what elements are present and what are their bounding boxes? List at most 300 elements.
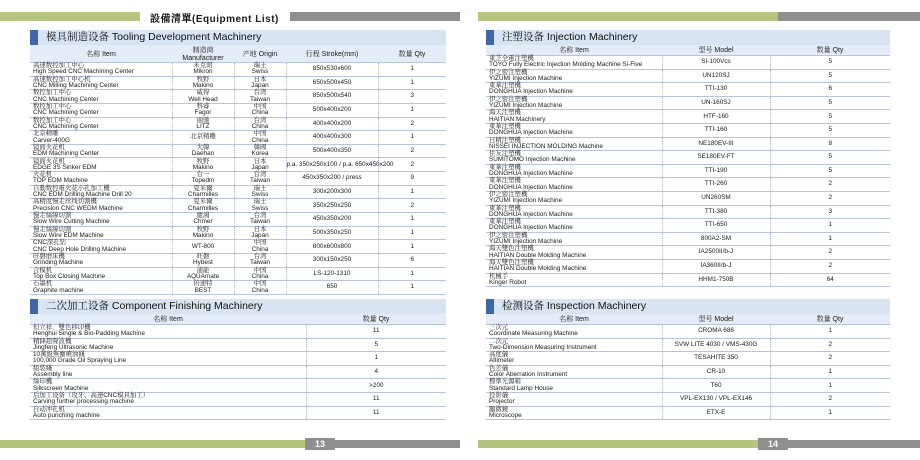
maker-cell bbox=[172, 240, 234, 254]
maker-cell bbox=[172, 281, 234, 295]
table-row bbox=[30, 199, 446, 213]
qty-cell-line: 5 bbox=[828, 166, 833, 174]
table-row bbox=[30, 226, 446, 240]
injection-title: 注塑设备 Injection Machinery bbox=[486, 30, 890, 45]
origin-cell bbox=[234, 213, 286, 227]
item-cell-line: 自動数控電火花小孔加工機 bbox=[33, 184, 110, 192]
item-cell bbox=[486, 219, 662, 233]
inspection-header-row bbox=[486, 314, 890, 325]
table-row bbox=[486, 69, 890, 83]
qty-cell-line: 5 bbox=[828, 153, 833, 161]
col-qty-header: 数量 Qty bbox=[770, 45, 890, 56]
table-row bbox=[486, 191, 890, 205]
col-qty-header: 数量 Qty bbox=[306, 314, 446, 325]
qty-cell bbox=[378, 172, 446, 186]
maker-cell bbox=[172, 158, 234, 172]
item-cell bbox=[486, 178, 662, 192]
model-cell-line: SI-100Vcs bbox=[701, 58, 731, 66]
model-cell bbox=[662, 191, 770, 205]
item-cell-line: SUMITOMO Injection Machine bbox=[489, 156, 576, 164]
table-row bbox=[30, 117, 446, 131]
maker-cell-line: Well Head bbox=[188, 95, 218, 103]
maker-cell bbox=[172, 185, 234, 199]
qty-cell bbox=[378, 226, 446, 240]
qty-cell-line: 11 bbox=[372, 327, 380, 335]
origin-cell-line: 瑞士 bbox=[253, 62, 267, 70]
origin-cell-line: China bbox=[251, 109, 269, 117]
item-cell-line: 海天雙色注塑機 bbox=[489, 245, 534, 253]
qty-cell-line: 5 bbox=[828, 126, 833, 134]
model-cell bbox=[662, 110, 770, 124]
item-cell-line: 旺磐磨床機 bbox=[33, 252, 65, 260]
qty-cell-line: 2 bbox=[410, 147, 415, 155]
item-cell-line: CNC Deep Hole Drilling Machine bbox=[33, 245, 127, 253]
item-cell bbox=[30, 117, 172, 131]
table-row bbox=[486, 96, 890, 110]
item-cell-line: 東華注塑機 bbox=[489, 218, 521, 226]
model-cell-line: TESAHITE 350 bbox=[694, 354, 738, 362]
maker-cell bbox=[172, 213, 234, 227]
model-cell-line: T60 bbox=[710, 381, 722, 389]
model-cell-line: CROMA 686 bbox=[698, 327, 734, 335]
item-cell-line: 伊之密注塑機 bbox=[489, 95, 528, 103]
stroke-cell bbox=[286, 158, 394, 172]
qty-cell-line: 3 bbox=[410, 92, 415, 100]
item-cell-line: YIZUMI Injection Machine bbox=[489, 238, 563, 246]
item-cell bbox=[30, 379, 306, 393]
table-row bbox=[486, 151, 890, 165]
item-cell bbox=[486, 406, 662, 420]
origin-cell-line: China bbox=[251, 136, 269, 144]
model-cell-line: HTF-160 bbox=[703, 112, 729, 120]
table-row bbox=[30, 365, 446, 379]
stroke-cell bbox=[286, 90, 378, 104]
table-row bbox=[30, 63, 446, 77]
item-cell bbox=[30, 267, 172, 281]
qty-cell-line: 11 bbox=[372, 408, 380, 416]
item-cell-line: 数控加工中心 bbox=[33, 116, 72, 124]
qty-cell-line: 1 bbox=[410, 269, 415, 277]
model-cell bbox=[662, 151, 770, 165]
item-cell-line: Coordinate Measuring Machine bbox=[489, 330, 578, 338]
item-cell-line: 伊之密注塑機 bbox=[489, 231, 528, 239]
origin-cell-line: 台湾 bbox=[253, 171, 267, 179]
item-cell-line: Top Box Closing Machine bbox=[33, 272, 106, 280]
qty-cell bbox=[770, 96, 890, 110]
item-cell bbox=[486, 338, 662, 352]
item-cell-line: CNC深孔钻 bbox=[33, 239, 67, 247]
item-cell bbox=[486, 325, 662, 339]
model-cell-line: VPL-EX130 / VPL-EX146 bbox=[679, 395, 753, 403]
maker-cell bbox=[172, 117, 234, 131]
origin-cell-line: China bbox=[251, 245, 269, 253]
maker-cell-line: LITZ bbox=[196, 122, 210, 130]
qty-cell bbox=[770, 151, 890, 165]
maker-cell-line: 通能 bbox=[196, 266, 210, 274]
maker-cell-line: Hybest bbox=[193, 259, 213, 267]
qty-cell-line: 2 bbox=[410, 119, 415, 127]
qty-cell-line: 1 bbox=[374, 354, 379, 362]
item-cell-line: NISSEI INJECTION MOLDING Machine bbox=[489, 142, 603, 150]
table-row bbox=[30, 144, 446, 158]
table-row bbox=[30, 76, 446, 90]
table-row bbox=[486, 352, 890, 366]
item-cell bbox=[486, 56, 662, 70]
qty-cell bbox=[306, 325, 446, 339]
qty-cell-line: 1 bbox=[828, 221, 833, 229]
item-cell-line: 組裝綫 bbox=[33, 364, 53, 372]
injection-section bbox=[486, 30, 890, 287]
origin-cell-line: 韓國 bbox=[253, 143, 267, 151]
item-cell-line: High Speed CNC Machining Center bbox=[33, 68, 134, 76]
model-cell bbox=[662, 246, 770, 260]
maker-cell bbox=[172, 253, 234, 267]
maker-cell bbox=[172, 131, 234, 145]
item-cell-line: 標準光源箱 bbox=[489, 378, 521, 386]
table-row bbox=[30, 281, 446, 295]
item-cell-line: 10萬級無塵噴油綫 bbox=[33, 351, 85, 359]
table-row bbox=[486, 392, 890, 406]
qty-cell bbox=[770, 69, 890, 83]
qty-cell-line: 11 bbox=[372, 395, 380, 403]
maker-cell-line: Charmilles bbox=[187, 191, 219, 199]
stroke-cell bbox=[286, 199, 378, 213]
model-cell-line: TTI-130 bbox=[704, 85, 728, 93]
table-row bbox=[486, 232, 890, 246]
model-cell-line: IA2500II/b-J bbox=[698, 248, 734, 256]
table-row bbox=[486, 56, 890, 70]
item-cell bbox=[486, 191, 662, 205]
page-number-right: 14 bbox=[758, 438, 788, 450]
maker-cell-line: Mikron bbox=[193, 68, 213, 76]
qty-cell-line: 2 bbox=[828, 340, 833, 348]
item-cell-line: 色差儀 bbox=[489, 364, 509, 372]
origin-cell bbox=[234, 158, 286, 172]
stroke-cell-line: 400x400x300 bbox=[312, 133, 352, 141]
item-cell bbox=[30, 213, 172, 227]
qty-cell-line: 1 bbox=[828, 367, 833, 375]
col-stroke-header: 行程 Stroke(mm) bbox=[286, 45, 378, 63]
qty-cell-line: 1 bbox=[410, 78, 415, 86]
item-cell-line: 恒立祥，雙色移印機 bbox=[33, 324, 91, 331]
item-cell-line: Slow Wire Cutting Machine bbox=[33, 218, 110, 226]
table-row bbox=[30, 172, 446, 186]
item-cell bbox=[30, 131, 172, 145]
table-row bbox=[30, 392, 446, 406]
item-cell-line: 高速数控加工中心机 bbox=[33, 75, 91, 83]
maker-cell-line: 夏米爾 bbox=[193, 198, 213, 206]
maker-cell-line: 台一 bbox=[196, 171, 210, 179]
origin-cell-line: Swiss bbox=[251, 191, 269, 199]
item-cell-line: Slow Wire EDM Machine bbox=[33, 232, 104, 239]
maker-cell-line: Topedm bbox=[191, 177, 215, 185]
origin-cell-line: 台湾 bbox=[253, 89, 267, 97]
qty-cell-line: 9 bbox=[410, 174, 415, 182]
stroke-cell bbox=[286, 172, 378, 186]
qty-cell bbox=[378, 267, 446, 281]
item-cell-line: 二次元 bbox=[489, 337, 509, 345]
qty-cell-line: 1 bbox=[828, 234, 833, 242]
item-cell bbox=[486, 123, 662, 137]
item-cell bbox=[486, 164, 662, 178]
qty-cell bbox=[378, 117, 446, 131]
footer-bar-green-right bbox=[478, 440, 758, 448]
qty-cell bbox=[770, 219, 890, 233]
item-cell bbox=[30, 103, 172, 117]
qty-cell bbox=[770, 259, 890, 273]
origin-cell bbox=[234, 117, 286, 131]
item-cell-line: 東華注塑機 bbox=[489, 82, 521, 90]
item-cell-line: TOYO Fully Electric Injection Molding Machine Si-Five bbox=[489, 61, 643, 69]
origin-cell bbox=[234, 63, 286, 77]
item-cell-line: HAITIAN Machinery bbox=[489, 115, 546, 123]
maker-cell-line: 牧野 bbox=[196, 75, 210, 83]
qty-cell bbox=[378, 253, 446, 267]
finishing-header-row bbox=[30, 314, 446, 325]
model-cell bbox=[662, 352, 770, 366]
origin-cell-line: China bbox=[251, 272, 269, 280]
model-cell bbox=[662, 205, 770, 219]
maker-cell-line: AQUAmate bbox=[186, 272, 220, 280]
stroke-cell bbox=[286, 117, 378, 131]
origin-cell-line: 日本 bbox=[253, 157, 267, 165]
stroke-cell-line: 400x400x200 bbox=[312, 119, 352, 127]
item-cell-line: TOP EDM Machine bbox=[33, 177, 88, 185]
item-cell bbox=[486, 273, 662, 287]
item-cell bbox=[486, 69, 662, 83]
item-cell-line: CNC EDM Drilling Machine Drill 20 bbox=[33, 191, 132, 199]
item-cell-line: DONGHUA Injection Machine bbox=[489, 170, 573, 178]
item-cell-line: 東華注塑機 bbox=[489, 177, 521, 185]
top-bar-green-right bbox=[478, 12, 778, 21]
item-cell bbox=[486, 246, 662, 260]
item-cell-line: Altimeter bbox=[489, 357, 515, 365]
origin-cell-line: Japan bbox=[251, 81, 269, 89]
qty-cell-line: 1 bbox=[410, 65, 415, 73]
origin-cell bbox=[234, 172, 286, 186]
maker-cell bbox=[172, 103, 234, 117]
qty-cell bbox=[306, 392, 446, 406]
model-cell bbox=[662, 123, 770, 137]
item-cell bbox=[486, 352, 662, 366]
col-name-header: 名称 Item bbox=[30, 314, 306, 325]
item-cell bbox=[30, 144, 172, 158]
qty-cell-line: 5 bbox=[828, 71, 833, 79]
table-row bbox=[30, 185, 446, 199]
origin-cell-line: 瑞士 bbox=[253, 184, 267, 192]
qty-cell-line: 1 bbox=[828, 327, 833, 335]
table-row bbox=[486, 110, 890, 124]
item-cell bbox=[486, 379, 662, 393]
origin-cell-line: Japan bbox=[251, 232, 269, 239]
origin-cell bbox=[234, 185, 286, 199]
origin-cell-line: 中国 bbox=[253, 239, 267, 247]
maker-cell-line: 北京精雕 bbox=[190, 133, 216, 141]
origin-cell-line: 台湾 bbox=[253, 116, 267, 124]
qty-cell bbox=[770, 123, 890, 137]
item-cell-line: 東華注塑機 bbox=[489, 204, 521, 212]
qty-cell-line: 1 bbox=[828, 408, 833, 416]
origin-cell bbox=[234, 267, 286, 281]
model-cell bbox=[662, 392, 770, 406]
stroke-cell bbox=[286, 144, 378, 158]
maker-cell bbox=[172, 172, 234, 186]
qty-cell bbox=[770, 406, 890, 420]
origin-cell-line: 中国 bbox=[253, 266, 267, 274]
item-cell bbox=[30, 253, 172, 267]
stroke-cell-line: 450x350x200 bbox=[312, 215, 352, 223]
stroke-cell bbox=[286, 226, 378, 240]
table-row bbox=[486, 259, 890, 273]
stroke-cell-line: 500x400x200 bbox=[312, 106, 352, 114]
origin-cell-line: 台湾 bbox=[253, 212, 267, 220]
item-cell bbox=[30, 338, 306, 352]
item-cell-line: 東華注塑機 bbox=[489, 122, 521, 130]
item-cell-line: 三次元 bbox=[489, 324, 509, 331]
inspection-section bbox=[486, 299, 890, 420]
stroke-cell bbox=[286, 131, 378, 145]
item-cell-line: Grinding Machine bbox=[33, 259, 84, 267]
item-cell bbox=[486, 151, 662, 165]
model-cell-line: UN120SJ bbox=[702, 71, 730, 79]
qty-cell-line: 5 bbox=[828, 112, 833, 120]
qty-cell bbox=[378, 240, 446, 254]
maker-cell-line: 威得 bbox=[196, 89, 210, 97]
origin-cell-line: Swiss bbox=[251, 68, 269, 76]
item-cell bbox=[30, 226, 172, 240]
table-row bbox=[30, 158, 446, 172]
table-row bbox=[486, 123, 890, 137]
origin-cell-line: Korea bbox=[251, 150, 269, 158]
item-cell bbox=[30, 325, 306, 339]
model-cell-line: SE180EV-FT bbox=[697, 153, 735, 161]
item-cell bbox=[30, 76, 172, 90]
table-row bbox=[30, 352, 446, 366]
qty-cell bbox=[378, 90, 446, 104]
stroke-cell bbox=[286, 63, 378, 77]
item-cell-line: Carver-400G bbox=[33, 136, 70, 144]
item-cell bbox=[30, 240, 172, 254]
stroke-cell-line: LS-120-1310 bbox=[313, 269, 351, 277]
item-cell-line: 日精注塑機 bbox=[489, 136, 521, 144]
origin-cell-line: 日本 bbox=[253, 225, 267, 233]
qty-cell-line: 5 bbox=[828, 98, 833, 106]
qty-cell-line: 1 bbox=[410, 228, 415, 236]
model-cell bbox=[662, 56, 770, 70]
table-row bbox=[486, 406, 890, 420]
table-row bbox=[486, 273, 890, 287]
origin-cell-line: China bbox=[251, 286, 269, 294]
item-cell-line: 住友注塑機 bbox=[489, 150, 521, 158]
stroke-cell bbox=[286, 240, 378, 254]
qty-cell bbox=[770, 205, 890, 219]
qty-cell-line: 2 bbox=[410, 201, 415, 209]
item-cell bbox=[30, 199, 172, 213]
document-title: 設備清單(Equipment List) bbox=[150, 14, 279, 25]
item-cell-line: 東華注塑機 bbox=[489, 163, 521, 171]
item-cell-line: DONGHUA Injection Machine bbox=[489, 129, 573, 137]
qty-cell-line: 6 bbox=[410, 256, 415, 264]
qty-cell-line: 3 bbox=[828, 207, 833, 215]
item-cell-line: YIZUMI Injection Machine bbox=[489, 197, 563, 205]
stroke-cell bbox=[286, 76, 378, 90]
table-row bbox=[486, 137, 890, 151]
col-maker-header: 制造商 Manufacturer bbox=[172, 45, 234, 63]
table-row bbox=[30, 131, 446, 145]
qty-cell-line: 4 bbox=[374, 367, 379, 375]
item-cell-line: 顯微鏡 bbox=[489, 405, 509, 413]
stroke-cell-line: 450x350x200 / press bbox=[302, 174, 362, 182]
origin-cell bbox=[234, 253, 286, 267]
item-cell-line: CNC Milling Machining Center bbox=[33, 81, 119, 89]
qty-cell bbox=[770, 137, 890, 151]
origin-cell-line: 中国 bbox=[253, 280, 267, 288]
table-row bbox=[486, 178, 890, 192]
model-cell bbox=[662, 379, 770, 393]
item-cell-line: 東芝全電注塑機 bbox=[489, 55, 534, 62]
inspection-table bbox=[486, 314, 890, 420]
qty-cell-line: 2 bbox=[828, 248, 833, 256]
item-cell-line: 北京精雕 bbox=[33, 130, 59, 138]
maker-cell-line: WT-800 bbox=[191, 242, 215, 250]
maker-cell-line: 米克朗 bbox=[193, 62, 213, 70]
item-cell-line: Auto punching machine bbox=[33, 411, 100, 419]
table-row bbox=[486, 164, 890, 178]
qty-cell bbox=[378, 213, 446, 227]
origin-cell bbox=[234, 199, 286, 213]
maker-cell-line: BEST bbox=[194, 286, 212, 294]
qty-cell bbox=[770, 56, 890, 70]
model-cell bbox=[662, 232, 770, 246]
item-cell bbox=[486, 232, 662, 246]
model-cell bbox=[662, 178, 770, 192]
item-cell bbox=[486, 365, 662, 379]
model-cell-line: IA360II/b-J bbox=[700, 262, 732, 270]
qty-cell bbox=[770, 352, 890, 366]
item-cell-line: Projector bbox=[489, 398, 515, 406]
origin-cell bbox=[234, 103, 286, 117]
origin-cell bbox=[234, 144, 286, 158]
top-bar-green-left bbox=[0, 12, 140, 21]
model-cell bbox=[662, 83, 770, 97]
stroke-cell bbox=[286, 103, 378, 117]
item-cell-line: DONGHUA Injection Machine bbox=[489, 183, 573, 191]
finishing-table bbox=[30, 314, 446, 420]
item-cell-line: 海天雙色注塑機 bbox=[489, 258, 534, 266]
stroke-cell-line: 650x500x450 bbox=[312, 78, 352, 86]
col-name-header: 名称 Item bbox=[30, 45, 172, 63]
maker-cell-line: Makino bbox=[192, 163, 214, 171]
qty-cell bbox=[770, 178, 890, 192]
qty-cell-line: 1 bbox=[410, 283, 415, 291]
model-cell-line: 800A2-SM bbox=[700, 234, 732, 242]
table-row bbox=[486, 379, 890, 393]
item-cell-line: CNC Machining Center bbox=[33, 95, 99, 103]
item-cell-line: 自动冲孔机 bbox=[33, 405, 65, 413]
maker-cell-line: 科睿 bbox=[196, 102, 210, 110]
item-cell-line: 慢走絲線切割 bbox=[33, 225, 72, 233]
item-cell-line: 伊之密注塑機 bbox=[489, 68, 528, 76]
item-cell-line: Henghui Single & Bio-Padding Machine bbox=[33, 330, 145, 338]
item-cell-line: 数控加工中心 bbox=[33, 102, 72, 110]
item-cell-line: 镜面火花机 bbox=[33, 143, 65, 151]
item-cell-line: 100,000 Grade Oil Spraying Line bbox=[33, 357, 127, 365]
qty-cell-line: 1 bbox=[410, 242, 415, 250]
item-cell bbox=[30, 172, 172, 186]
origin-cell bbox=[234, 240, 286, 254]
qty-cell-line: 2 bbox=[828, 354, 833, 362]
qty-cell-line: 1 bbox=[410, 106, 415, 114]
